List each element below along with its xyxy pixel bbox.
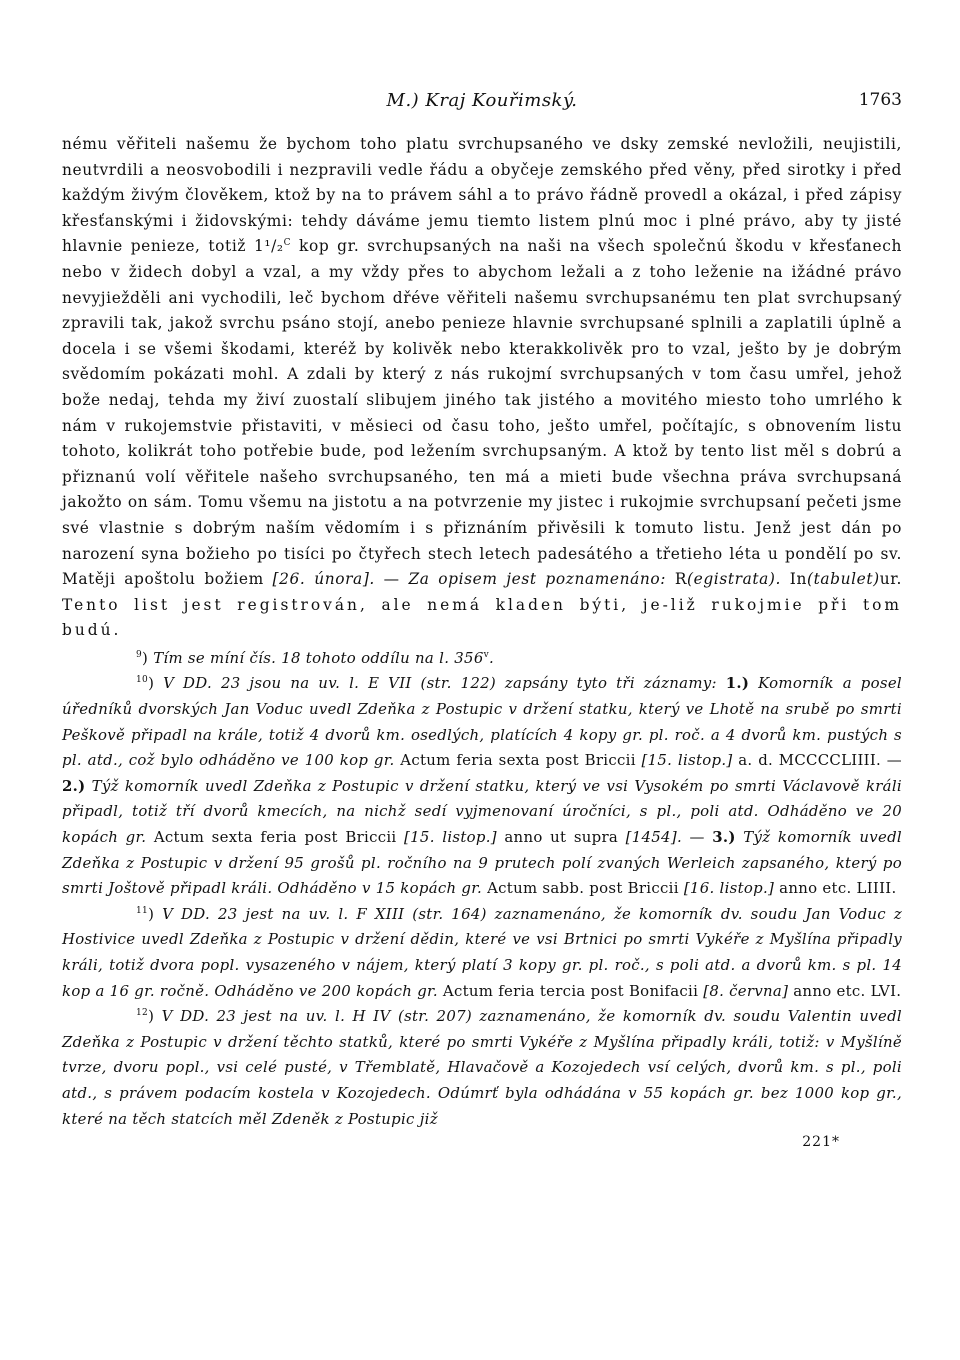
footnote-run: V DD. 23 jest na uv. l. F XIII (str. 164) zaznamenáno, že komorník dv. soudu Jan Voduc z Hostivice uvedl Zdeňka z Postupic v držení dědin, které ve vsi Brtnici po smrti Vykéře z Myšlína připadly králi, totiž dvora popl. vysazeného v nájem, který platí 3 kopy gr. pl. roč., s poli atd. a dvorů km. s pl. 14 kop a 16 gr. ročně. Odháděno ve 200 kopách gr. bbox=[62, 904, 902, 1000]
footnote-run: 1.) bbox=[725, 674, 750, 693]
source-note-5: (tabulet) bbox=[806, 570, 880, 589]
footnote-run: V DD. 23 jsou na uv. l. E VII (str. 122) zapsány tyto tři záznamy: bbox=[163, 674, 726, 693]
footnote-run: Komorník a posel úředníků dvorských Jan Voduc uvedl Zdeňka z Postupic v držení statku, který ve Lhotě na srubě po smrti Peškově připadl na krále, totiž 4 dvorů km. osedlých, platících 4 kopy gr. pl. roč. a 4 dvorů km. pustých s pl. atd., což bylo odháděno ve 100 kop gr. bbox=[62, 674, 902, 770]
footnote-run: [15. listop.] bbox=[641, 751, 733, 770]
footnote-run: anno etc. LIIII. bbox=[774, 879, 897, 898]
footnote-run: [16. listop.] bbox=[683, 879, 775, 898]
footnote-run: Actum sabb. post Briccii bbox=[482, 879, 684, 898]
dash: — bbox=[374, 570, 409, 589]
main-text bbox=[62, 132, 902, 644]
footnote-run: Actum feria sexta post Briccii bbox=[394, 751, 642, 770]
footnote-run: [1454]. bbox=[625, 828, 682, 847]
footnote-sup: v bbox=[483, 649, 489, 660]
footnote-run: [15. listop.] bbox=[404, 828, 497, 847]
footnote-body bbox=[62, 1007, 902, 1127]
footnote-run: Actum sexta feria post Briccii bbox=[146, 828, 405, 847]
footnote-number: 10 bbox=[136, 675, 149, 686]
page-number: 1763 bbox=[858, 90, 902, 110]
footnote-number: 11 bbox=[136, 905, 149, 916]
registration-remark: Tento list jest registrován, ale nemá kladen býti, je-liž rukojmie při tom budú. bbox=[62, 595, 902, 640]
footnote-run: — bbox=[681, 828, 713, 847]
footnote-9: $^9$) Tím se míní čís. 18 tohoto oddílu na l. 356$^v$. bbox=[136, 648, 495, 667]
footnote-10: $^{10}$) V DD. 23 jsou na uv. l. E VII (str. 122) zapsány tyto tři záznamy: 1.) Komorník a posel úředníků dvorských Jan Voduc uvedl Zdeňka z Postupic v držení statku, který ve Lhotě na srubě po smrti Peškově připadl na krále, totiž 4 dvorů km. osedlých, platících 4 kopy gr. pl. roč. a 4 dvorů km. pustých s pl. atd., což bylo odháděno ve 100 kop gr. Actum feria sexta post Briccii [15. listop.] a. d. MCCCCLIIII. — 2.) Týž komorník uvedl Zdeňka z Postupic v držení statku, který ve vsi Vysokém po smrti Václavově králi připadl, totiž tří dvorů kmecích, na nichž sedí vyjmenovaní úročníci, s pl., poli atd. Odháděno ve 20 kopách gr. Actum sexta feria post Briccii [15. listop.] anno ut supra [1454]. — 3.) Týž komorník uvedl Zdeňka z Postupic v držení 95 grošů pl. ročního na 9 prutech polí zvaných Werleich zapsaného, který po smrti Joštově připadl králi. Odháděno v 15 kopách gr. Actum sabb. post Briccii [16. listop.] anno etc. LIIII. bbox=[62, 674, 902, 898]
footnote-run: anno etc. LVI. bbox=[788, 981, 902, 1000]
footnote-text: Tím se míní čís. 18 tohoto oddílu na l. 356 bbox=[153, 648, 484, 667]
source-note-2: R bbox=[666, 570, 688, 589]
source-note-3: (egistrata). bbox=[687, 570, 782, 589]
footnote-run: a. d. MCCCCLIIII. — bbox=[732, 751, 902, 770]
body-text-1: nému věřiteli našemu že bychom toho platu svrchupsaného ve dsky zemské nevložili, neujistili, neutvrdili a neosvobodili i nezpravili vedle řádu a obyčeje zemského před věny, před sirotky i před každým živým člověkem, ktož by na to právem sáhl a to právo řádně provedl a okázal, i před zápisy křesťanskými i židovskými: tehdy dáváme jemu tiemto listem plnú moc i plné právo, aby ty jisté hlavnie penieze, totiž bbox=[62, 135, 902, 256]
source-note-4: In bbox=[781, 570, 807, 589]
footnote-body bbox=[62, 905, 902, 1000]
footnote-run: Actum feria tercia post Bonifacii bbox=[437, 981, 704, 1000]
body-text-2: kop gr. svrchupsaných na naši na všech společnú škodu v křesťanech nebo v židech dobyl a vzal, a my vždy přes to abychom ležali a z toho leženie na ižádné právo nevyjiežděli ani vychodili, leč bychom dřéve věřiteli našemu svrchupsanému ten plat svrchupsaný zpravili tak, jakož svrchu psáno stojí, anebo penieze hlavnie svrchupsané splnili a zaplatili úplně a docela i se všemi škodami, kteréž by kolivěk nebo kterakkolivěk pro to vzal, ješto by je dobrým svědomím pokázati mohl. A zdali by který z nás rukojmí svrchupsaných v tom času umřel, jehož bože nedaj, tehda my živí zuostalí slibujem jiného tak jistého a movitého miesto toho umrlého k nám v rukojemstvie přistaviti, v měsieci od času toho, ješto umřel, počítajíc, s obnovením listu tohoto, kolikrát toho potřebie bude, pod ležením svrchupsaným. A ktož by tento list měl s dobrú a přiznanú volí věřitele našeho svrchupsaného, ten má a mieti bude všechna práva svrchupsaná jakožto on sám. Tomu všemu na jistotu a na potvrzenie my jistec i rukojmie svrchupsaní pečeti jsme své vlastnie s dobrým naším vědomím i s přiznáním přivěsili k tomuto listu. Jenž jest dán po narození syna božieho po tisíci po čtyřech stech letech padesátého a třetieho léta u pondělí po sv. Matěji apoštolu božiem bbox=[62, 237, 902, 589]
footnote-number: 9 bbox=[136, 649, 143, 660]
footnote-run: V DD. 23 jest na uv. l. H IV (str. 207) zaznamenáno, že komorník dv. soudu Valentin uvedl Zdeňka z Postupic v držení těchto statků, které po smrti Vykéře z Myšlína připadly králi, totiž: v Myšlíně tvrze, dvoru popl., vsi celé pusté, v Třemblatě, Hlavačově a Kozojedech vsí celých, dvorů km. s pl., poli atd., s právem podacím kostela v Kozojedech. Odúmrť byla odhádána v 55 kopách gr. bez 1000 kop gr., které na těch statcích měl Zdeněk z Postupic již bbox=[62, 1007, 902, 1128]
footnote-run: 3.) bbox=[712, 828, 736, 847]
footnote-run: Týž komorník uvedl Zdeňka z Postupic v držení statku, který ve vsi Vysokém po smrti Václavově králi připadl, totiž tří dvorů kmecích, na nichž sedí vyjmenovaní úročníci, s pl., poli atd. Odháděno ve 20 kopách gr. bbox=[62, 776, 902, 847]
fraction-sup: C bbox=[283, 238, 292, 249]
footnote-end: . bbox=[489, 648, 495, 667]
source-note-6: ur. bbox=[879, 570, 903, 589]
footnote-11: $^{11}$) V DD. 23 jest na uv. l. F XIII (str. 164) zaznamenáno, že komorník dv. soudu Jan Voduc z Hostivice uvedl Zdeňka z Postupic v držení dědin, které ve vsi Brtnici po smrti Vykéře z Myšlína připadly králi, totiž dvora popl. vysazeného v nájem, který platí 3 kopy gr. pl. roč., s poli atd. a dvorů km. s pl. 14 kop a 16 gr. ročně. Odháděno ve 200 kopách gr. Actum feria tercia post Bonifacii [8. června] anno etc. LVI. bbox=[62, 904, 902, 1000]
signature-mark: 221* bbox=[802, 1134, 840, 1151]
footnote-run: anno ut supra bbox=[496, 828, 626, 847]
footnotes bbox=[62, 646, 902, 1132]
footnote-number: 12 bbox=[136, 1008, 149, 1019]
fraction: 1¹/₂ bbox=[253, 237, 284, 256]
footnote-body bbox=[62, 674, 902, 897]
date-ref: [26. února]. bbox=[272, 570, 375, 589]
source-note-1: Za opisem jest poznamenáno: bbox=[408, 570, 667, 589]
footnote-run: 2.) bbox=[62, 776, 86, 795]
footnote-run: [8. června] bbox=[703, 981, 789, 1000]
page-header bbox=[62, 90, 902, 118]
footnote-run: Týž komorník uvedl Zdeňka z Postupic v držení 95 grošů pl. ročního na 9 prutech polí zvaných Werleich zapsaného, který po smrti Joštově připadl králi. Odháděno v 15 kopách gr. bbox=[62, 828, 902, 898]
body-paragraph bbox=[62, 132, 902, 644]
footnote-12: $^{12}$) V DD. 23 jest na uv. l. H IV (str. 207) zaznamenáno, že komorník dv. soudu Valentin uvedl Zdeňka z Postupic v držení těchto statků, které po smrti Vykéře z Myšlína připadly králi, totiž: v Myšlíně tvrze, dvoru popl., vsi celé pusté, v Třemblatě, Hlavačově a Kozojedech vsí celých, dvorů km. s pl., poli atd., s právem podacím kostela v Kozojedech. Odúmrť byla odhádána v 55 kopách gr. bez 1000 kop gr., které na těch statcích měl Zdeněk z Postupic již bbox=[62, 1007, 902, 1128]
running-head: M.) Kraj Kouřimský. bbox=[386, 90, 578, 111]
document-page bbox=[62, 90, 902, 1150]
